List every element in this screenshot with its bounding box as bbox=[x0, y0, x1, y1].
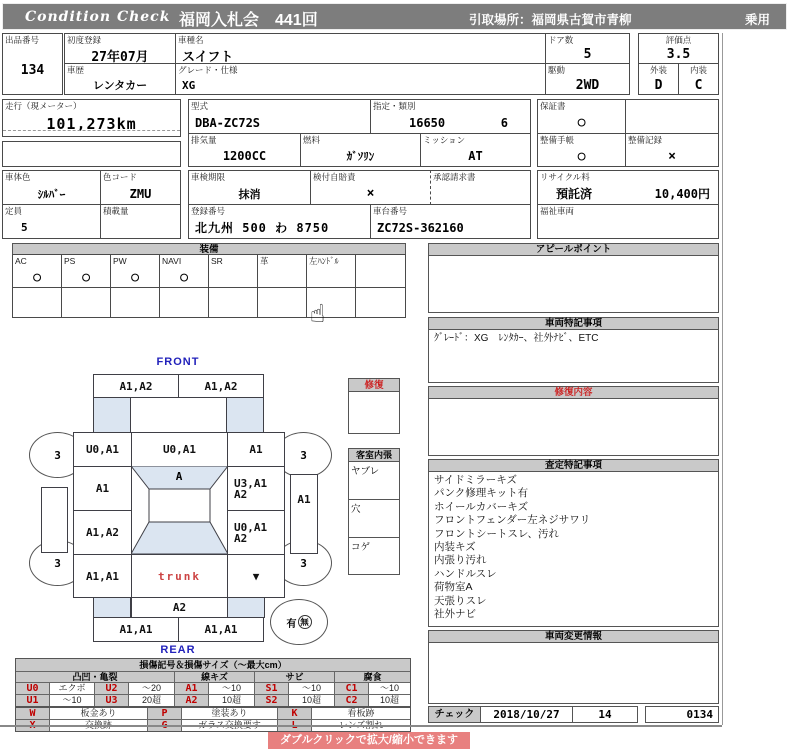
approval-value bbox=[431, 183, 530, 204]
cabin-item-burn: コゲ bbox=[351, 542, 371, 553]
legend-group-scratches: 線キズ bbox=[175, 671, 255, 682]
lot-number-label: 出品番号 bbox=[5, 35, 40, 45]
capacity-label: 定員 bbox=[5, 206, 23, 216]
front-bumper-right-cell: A1,A2 bbox=[178, 374, 264, 398]
score-value: 3.5 bbox=[666, 47, 691, 62]
repair-content-body bbox=[429, 399, 718, 403]
legend-mark-row-1 bbox=[16, 708, 410, 719]
legend-desc: ～10 bbox=[369, 682, 410, 694]
legend-desc: 10超 bbox=[369, 694, 410, 706]
legend-desc: ～10 bbox=[209, 682, 255, 694]
equipment-label-pw: PW bbox=[113, 256, 127, 266]
designation-number: 16650 bbox=[409, 115, 446, 130]
legend-code: W bbox=[16, 708, 50, 719]
legend-size-row-2 bbox=[16, 694, 410, 706]
equipment-cell-ac bbox=[12, 254, 62, 288]
designation-cell bbox=[370, 99, 531, 134]
welfare-cell bbox=[537, 204, 719, 239]
vehicle-changes-title: 車両変更情報 bbox=[429, 631, 718, 643]
equipment-cell-spare bbox=[355, 254, 406, 288]
legend-code: C1 bbox=[335, 682, 369, 694]
equipment-mark-ac: ○ bbox=[33, 269, 41, 285]
assessment-line: 社外ナビ bbox=[434, 608, 476, 621]
first-registration-value: 27年07月 bbox=[91, 50, 149, 64]
check-number: 14 bbox=[598, 708, 612, 721]
legend-desc: ～20 bbox=[129, 682, 175, 694]
score-label: 評価点 bbox=[665, 35, 692, 45]
body-color-cell bbox=[2, 170, 101, 205]
assessment-line: パンク修理キット有 bbox=[434, 487, 529, 500]
model-name-value: スイフト bbox=[182, 50, 234, 64]
maintenance-book-cell bbox=[537, 133, 626, 167]
interior-grade-cell bbox=[678, 63, 719, 95]
vehicle-notes-content: ｸﾞﾚｰﾄﾞ：XG ﾚﾝﾀｶｰ、社外ﾅﾋﾞ、ETC bbox=[434, 333, 599, 344]
front-door-right-line2: A2 bbox=[234, 487, 248, 501]
sheet-bottom-rule bbox=[0, 725, 722, 727]
equipment-empty-4 bbox=[159, 287, 209, 318]
model-code-value: DBA-ZC72S bbox=[195, 115, 261, 130]
equipment-mark-ps: ○ bbox=[82, 269, 90, 285]
equipment-empty-1 bbox=[12, 287, 62, 318]
cabin-item-hole: 穴 bbox=[349, 500, 399, 538]
grade-label: グレード・仕様 bbox=[178, 65, 238, 75]
assessment-line: 内装キズ bbox=[434, 541, 476, 554]
equipment-title: 装備 bbox=[12, 243, 406, 255]
maintenance-record-cell bbox=[625, 133, 719, 167]
mileage-label: 走行（現メーター） bbox=[5, 101, 82, 111]
front-fender-right-cell: A1 bbox=[227, 432, 285, 467]
legend-group-corrosion: 腐食 bbox=[335, 671, 410, 682]
assessment-line: ハンドルスレ bbox=[434, 567, 497, 580]
registration-number-value: 北九州 500 わ 8750 bbox=[195, 221, 330, 235]
vehicle-notes-title: 車両特記事項 bbox=[429, 318, 718, 330]
equipment-mark-leather bbox=[258, 267, 306, 287]
assessment-line: 天張りスレ bbox=[434, 594, 487, 607]
equipment-cell-sr bbox=[208, 254, 258, 288]
roof-shape bbox=[149, 489, 210, 522]
approval-cell bbox=[430, 170, 531, 205]
header-bar bbox=[2, 3, 787, 30]
equipment-label-ac: AC bbox=[15, 256, 27, 266]
front-bumper-left-cell: A1,A2 bbox=[93, 374, 179, 398]
classification-number: 6 bbox=[500, 115, 508, 130]
rear-bumper-left-cell: A1,A1 bbox=[93, 617, 179, 642]
model-code-label: 型式 bbox=[191, 101, 209, 111]
legend-code: G bbox=[148, 719, 182, 731]
front-door-left-cell: A1 bbox=[73, 466, 132, 511]
chassis-number-label: 車台番号 bbox=[373, 206, 408, 216]
assessment-line: 荷物室A bbox=[434, 581, 473, 594]
model-name-cell bbox=[175, 33, 546, 64]
displacement-label: 排気量 bbox=[191, 135, 217, 145]
insurance-cell bbox=[310, 170, 431, 205]
legend-code: S1 bbox=[255, 682, 289, 694]
equipment-empty-3 bbox=[110, 287, 160, 318]
rear-door-left-cell: A1,A2 bbox=[73, 510, 132, 555]
capacity-cell bbox=[2, 204, 101, 239]
repair-record-no-circled: 無 bbox=[298, 615, 312, 629]
mileage-empty-cell bbox=[2, 141, 181, 167]
warranty-spare-cell bbox=[625, 99, 719, 134]
history-cell bbox=[64, 63, 176, 95]
vehicle-changes-panel bbox=[428, 630, 719, 704]
maintenance-record-label: 整備記録 bbox=[628, 135, 663, 145]
legend-desc: 板金あり bbox=[50, 708, 148, 719]
equipment-mark-sr bbox=[209, 267, 257, 287]
exterior-grade-cell bbox=[638, 63, 679, 95]
doors-cell bbox=[545, 33, 630, 64]
legend-desc: エクボ bbox=[50, 682, 95, 694]
fuel-label: 燃料 bbox=[303, 135, 321, 145]
registration-number-label: 登録番号 bbox=[191, 206, 226, 216]
displacement-value: 1200CC bbox=[222, 149, 267, 163]
legend-code: S2 bbox=[255, 694, 289, 706]
model-code-cell bbox=[188, 99, 371, 134]
cabin-item-tear: ヤブレ bbox=[349, 462, 399, 500]
legend-group-dents: 凸凹・亀裂 bbox=[16, 671, 175, 682]
assessment-line: ホイールカバーキズ bbox=[434, 500, 529, 513]
equipment-cell-pw bbox=[110, 254, 160, 288]
doors-label: ドア数 bbox=[548, 35, 574, 45]
pickup-location: 引取場所：福岡県古賀市青柳 bbox=[469, 13, 632, 27]
repair-content-title: 修復内容 bbox=[429, 387, 718, 399]
equipment-mark-spare bbox=[356, 257, 405, 287]
rear-door-right-line1: U0,A1 bbox=[234, 520, 268, 534]
equipment-empty-6 bbox=[257, 287, 307, 318]
doors-value: 5 bbox=[583, 47, 592, 62]
fuel-value: ｶﾞｿﾘﾝ bbox=[346, 150, 375, 163]
check-date: 2018/10/27 bbox=[481, 707, 573, 722]
taillight-left-area bbox=[93, 597, 131, 618]
inspection-value: 抹消 bbox=[238, 187, 261, 201]
warranty-value: ○ bbox=[577, 115, 586, 130]
mark-legend-table bbox=[15, 707, 411, 732]
designation-values bbox=[371, 112, 530, 133]
equipment-label-lhd: 左ﾊﾝﾄﾞﾙ bbox=[309, 256, 339, 266]
color-code-label: 色コード bbox=[103, 172, 138, 182]
legend-code: U2 bbox=[95, 682, 129, 694]
assessment-line: フロントフェンダー左ネジサワリ bbox=[434, 514, 591, 527]
legend-code: P bbox=[148, 708, 182, 719]
damage-legend-groups bbox=[16, 671, 410, 682]
interior-grade-label: 内装 bbox=[689, 65, 707, 75]
welfare-label: 福祉車両 bbox=[540, 206, 575, 216]
legend-desc: 10超 bbox=[289, 694, 335, 706]
front-door-right-line1: U3,A1 bbox=[234, 476, 268, 490]
history-value: レンタカー bbox=[92, 79, 148, 92]
legend-code: A2 bbox=[175, 694, 209, 706]
sill-right-cell: A1 bbox=[290, 474, 318, 554]
first-registration-cell bbox=[64, 33, 176, 64]
body-color-value: ｼﾙﾊﾞｰ bbox=[37, 187, 66, 201]
displacement-cell bbox=[188, 133, 301, 167]
recycle-status: 預託済 bbox=[556, 187, 593, 201]
legend-group-rust: サビ bbox=[255, 671, 335, 682]
first-registration-label: 初度登録 bbox=[67, 35, 102, 45]
maintenance-book-value: ○ bbox=[577, 148, 586, 164]
equipment-cell-navi bbox=[159, 254, 209, 288]
cabin-lining-box bbox=[348, 448, 400, 575]
equipment-label-ps: PS bbox=[64, 256, 76, 266]
vehicle-notes-panel bbox=[428, 317, 719, 383]
assessment-line: 内張り汚れ bbox=[434, 554, 487, 567]
check-code: 0134 bbox=[645, 706, 719, 723]
legend-desc: 交換跡 bbox=[50, 719, 148, 731]
mileage-cell bbox=[2, 99, 181, 137]
damage-legend-title: 損傷記号＆損傷サイズ（～最大cm） bbox=[16, 659, 410, 671]
zoom-hint-banner: ダブルクリックで拡大/縮小できます bbox=[268, 732, 470, 749]
lot-number-cell bbox=[2, 33, 63, 95]
grade-cell bbox=[175, 63, 546, 95]
color-code-value: ZMU bbox=[129, 186, 152, 201]
exterior-grade-label: 外装 bbox=[649, 65, 667, 75]
appeal-panel bbox=[428, 243, 719, 313]
legend-code: A1 bbox=[175, 682, 209, 694]
cabin-lining-title: 客室内張 bbox=[349, 449, 399, 462]
drive-label: 駆動 bbox=[548, 65, 566, 75]
assessment-line: サイドミラーキズ bbox=[434, 474, 518, 486]
recycle-fee-label: リサイクル料 bbox=[540, 172, 590, 182]
drive-cell bbox=[545, 63, 630, 95]
lot-number-value: 134 bbox=[20, 62, 45, 78]
assessment-notes-title: 査定特記事項 bbox=[429, 460, 718, 472]
auction-title: 福岡入札会 441回 bbox=[179, 12, 318, 29]
windshield-code: A bbox=[175, 470, 183, 483]
app-logo: Condition Check bbox=[25, 9, 171, 25]
legend-desc: ～10 bbox=[50, 694, 95, 706]
damage-legend-table bbox=[15, 658, 411, 707]
recycle-amount: 10,400円 bbox=[654, 187, 710, 201]
legend-code: C2 bbox=[335, 694, 369, 706]
registration-number-cell bbox=[188, 204, 371, 239]
repair-content-panel bbox=[428, 386, 719, 456]
approval-label: 承認請求書 bbox=[433, 172, 476, 182]
equipment-mark-navi: ○ bbox=[180, 269, 188, 285]
color-code-cell bbox=[100, 170, 181, 205]
legend-desc: 塗装あり bbox=[182, 708, 278, 719]
rear-window-shape bbox=[131, 522, 228, 554]
legend-code: X bbox=[16, 719, 50, 731]
sill-left-cell bbox=[41, 487, 68, 553]
payload-label: 積載量 bbox=[103, 206, 129, 216]
legend-desc: ～10 bbox=[289, 682, 335, 694]
grade-value: XG bbox=[182, 78, 196, 92]
equipment-label-leather: 革 bbox=[260, 256, 269, 266]
taillight-right-area bbox=[227, 597, 265, 618]
legend-desc: レンズ割れ bbox=[312, 719, 410, 731]
welfare-value bbox=[538, 217, 718, 238]
mileage-divider bbox=[3, 130, 180, 131]
equipment-cell-ps bbox=[61, 254, 111, 288]
mileage-value: 101,273km bbox=[46, 115, 137, 133]
headlight-right-area bbox=[226, 397, 264, 433]
capacity-value: 5 bbox=[21, 221, 28, 234]
rear-fender-left-cell: A1,A1 bbox=[73, 554, 132, 598]
payload-cell bbox=[100, 204, 181, 239]
maintenance-book-label: 整備手帳 bbox=[540, 135, 575, 145]
rear-door-right-line2: A2 bbox=[234, 531, 248, 545]
payload-value bbox=[101, 217, 180, 238]
repair-record-yes: 有 bbox=[286, 618, 297, 630]
legend-code: U1 bbox=[16, 694, 50, 706]
vehicle-category: 乗用 bbox=[745, 13, 771, 27]
drive-value: 2WD bbox=[575, 77, 600, 93]
sheet-right-border bbox=[722, 33, 723, 725]
equipment-empty-2 bbox=[61, 287, 111, 318]
rear-door-right-cell bbox=[227, 510, 285, 555]
legend-code: U3 bbox=[95, 694, 129, 706]
insurance-label: 検付自賠責 bbox=[313, 172, 356, 182]
legend-desc: 20超 bbox=[129, 694, 175, 706]
model-name-label: 車種名 bbox=[178, 35, 204, 45]
inspection-label: 車検期限 bbox=[191, 172, 226, 182]
repair-mini-title: 修復 bbox=[349, 379, 399, 392]
wheel-front-left: 3 bbox=[29, 432, 86, 478]
insurance-value: × bbox=[366, 186, 375, 201]
warranty-label: 保証書 bbox=[540, 101, 566, 111]
transmission-value: AT bbox=[468, 149, 483, 163]
appeal-panel-content bbox=[429, 256, 718, 260]
score-cell bbox=[638, 33, 719, 64]
recycle-fee-values bbox=[538, 183, 718, 204]
legend-desc: 看板跡 bbox=[347, 708, 375, 718]
assessment-notes-content bbox=[429, 472, 718, 623]
trunk-cell: trunk bbox=[131, 554, 228, 598]
repair-mini-box bbox=[348, 378, 400, 434]
rear-fender-right-cell: ▼ bbox=[227, 554, 285, 598]
legend-desc: 10超 bbox=[209, 694, 255, 706]
fuel-cell bbox=[300, 133, 421, 167]
recycle-fee-cell bbox=[537, 170, 719, 205]
check-label: チェック bbox=[429, 707, 481, 722]
inspection-cell bbox=[188, 170, 311, 205]
wheel-front-right: 3 bbox=[275, 432, 332, 478]
rear-panel-cell: A2 bbox=[131, 597, 228, 618]
front-label: FRONT bbox=[156, 356, 200, 368]
legend-code: L bbox=[278, 719, 312, 731]
headlight-left-area bbox=[93, 397, 131, 433]
equipment-label-navi: NAVI bbox=[162, 256, 182, 266]
maintenance-record-value: × bbox=[668, 148, 676, 164]
designation-label: 指定・類別 bbox=[373, 101, 416, 111]
history-label: 車歴 bbox=[67, 65, 85, 75]
transmission-cell bbox=[420, 133, 531, 167]
chassis-number-cell bbox=[370, 204, 531, 239]
body-color-label: 車体色 bbox=[5, 172, 31, 182]
equipment-mark-pw: ○ bbox=[131, 269, 139, 285]
legend-code: K bbox=[278, 708, 312, 719]
repair-record-mark bbox=[270, 599, 328, 645]
front-door-right-cell bbox=[227, 466, 285, 511]
equipment-cell-leather bbox=[257, 254, 307, 288]
assessment-notes-panel bbox=[428, 459, 719, 627]
check-date-box bbox=[428, 706, 638, 723]
wheel-rear-left: 3 bbox=[29, 540, 86, 586]
exterior-grade-value: D bbox=[654, 77, 663, 93]
legend-size-row-1 bbox=[16, 682, 410, 694]
chassis-number-value: ZC72S-362160 bbox=[377, 220, 464, 235]
rear-label: REAR bbox=[160, 644, 196, 656]
vehicle-changes-content bbox=[429, 643, 718, 647]
equipment-mark-lhd bbox=[307, 267, 355, 287]
equipment-label-sr: SR bbox=[211, 256, 223, 266]
assessment-line: フロントシートスレ、汚れ bbox=[434, 527, 560, 540]
wheel-rear-right: 3 bbox=[275, 540, 332, 586]
hood-cell: U0,A1 bbox=[131, 432, 228, 467]
legend-desc: ガラス交換要す bbox=[182, 719, 278, 731]
equipment-cell-lhd bbox=[306, 254, 356, 288]
legend-code: U0 bbox=[16, 682, 50, 694]
rear-bumper-right-cell: A1,A1 bbox=[178, 617, 264, 642]
front-fender-left-cell: U0,A1 bbox=[73, 432, 132, 467]
warranty-cell bbox=[537, 99, 626, 134]
appeal-panel-title: アピールポイント bbox=[429, 244, 718, 256]
equipment-empty-8 bbox=[355, 287, 406, 318]
transmission-label: ミッション bbox=[423, 135, 466, 145]
equipment-empty-5 bbox=[208, 287, 258, 318]
interior-grade-value: C bbox=[694, 77, 703, 93]
hand-cursor-icon: ☝ bbox=[310, 299, 326, 328]
